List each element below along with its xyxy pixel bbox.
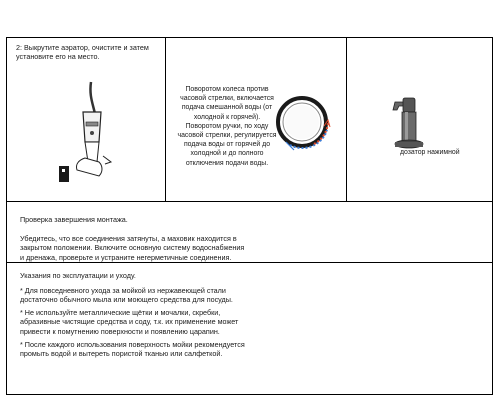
installation-check-title: Проверка завершения монтажа. [20, 215, 128, 224]
table-border-top [6, 37, 493, 38]
table-column-divider-2 [346, 37, 347, 201]
dial-instruction-text: Поворотом колеса против часовой стрелки, включается подача смешанной воды (от холодной к горячей). Поворотом ручки, по ходу часовой стрелки, регулируется подача воды от горячей до холодной и до полного отключения подачи воды. [177, 86, 277, 167]
table-column-divider-1 [165, 37, 166, 201]
table-divider-1 [6, 201, 493, 202]
care-point-3: * После каждого использования поверхность мойки рекомендуется промыть водой и вытереть пористой тканью или салфеткой. [20, 340, 245, 359]
aerator-instruction-text: 2: Выкрутите аэратор, очистите и затем установите его на место. [16, 43, 149, 62]
care-title: Указания по эксплуатации и уходу. [20, 271, 136, 280]
faucet-icon [55, 78, 125, 188]
care-point-2: * Не используйте металлические щётки и мочалки, скребки, абразивные чистящие средства и соду, т.к. их применение может привести к помутнению поверхности и появлению царапин. [20, 308, 239, 336]
installation-check-body: Убедитесь, что все соединения затянуты, а маховик находится в закрытом положении. Включите основную систему водоснабжения и дренажа, проверьте и устраните негерметичные соединения. [20, 234, 245, 262]
table-border-right [492, 37, 493, 395]
care-point-1: * Для повседневного ухода за мойкой из нержавеющей стали достаточно обычного мыла или моющего средства для посуды. [20, 286, 233, 305]
table-border-left [6, 37, 7, 395]
table-border-bottom [6, 394, 493, 395]
dispenser-caption: дозатор нажимной [400, 149, 460, 156]
temperature-dial-icon [272, 92, 334, 156]
